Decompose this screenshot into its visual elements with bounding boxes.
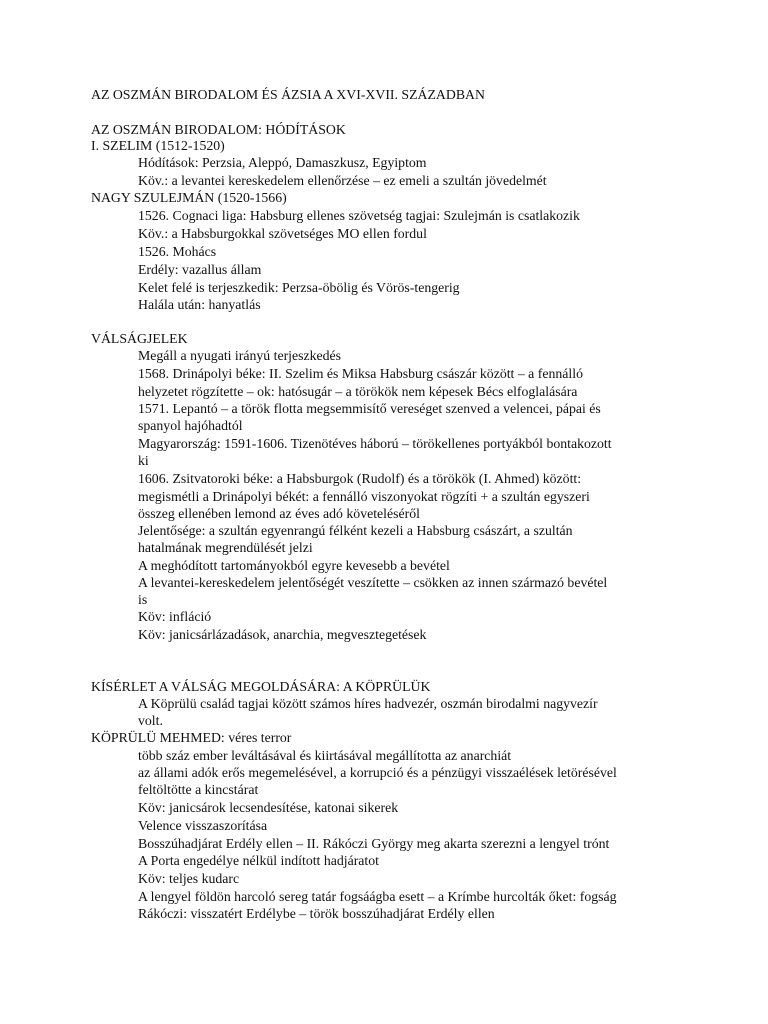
text-line: Megáll a nyugati irányú terjeszkedés: [138, 348, 342, 363]
document-title: AZ OSZMÁN BIRODALOM ÉS ÁZSIA A XVI-XVII. SZÁZADBAN: [91, 87, 485, 102]
text-line: 1568. Drinápolyi béke: II. Szelim és Miksa Habsburg császár között – a fennálló: [138, 366, 583, 381]
text-line: Köv: janicsárlázadások, anarchia, megvesztegetések: [138, 627, 427, 642]
text-line: 1606. Zsitvatoroki béke: a Habsburgok (Rudolf) és a törökök (I. Ahmed) között:: [138, 471, 582, 486]
subheading-koprulu-mehmed: KÖPRÜLÜ MEHMED: véres terror: [91, 730, 292, 745]
text-line: A lengyel földön harcoló sereg tatár fogsáágba esett – a Krímbe hurcolták őket: fogság: [138, 889, 617, 904]
text-line: A meghódított tartományokból egyre kevesebb a bevétel: [138, 558, 450, 573]
text-line: megismétli a Drinápolyi békét: a fennálló viszonyokat rögzíti + a szultán egyszeri: [138, 489, 590, 504]
text-line: Köv: janicsárok lecsendesítése, katonai sikerek: [138, 800, 399, 815]
text-line: is: [138, 592, 148, 607]
text-line: helyzetet rögzítette – ok: hatósugár – a törökök nem képesek Bécs elfoglalására: [138, 384, 578, 399]
text-line: Rákóczi: visszatért Erdélybe – török bosszúhadjárat Erdély ellen: [138, 906, 495, 921]
text-line: ki: [138, 453, 149, 468]
text-line: az állami adók erős megemelésével, a korrupció és a pénzügyi visszaélések letörésével: [138, 765, 617, 780]
text-line: A Köprülü család tagjai között számos híres hadvezér, oszmán birodalmi nagyvezír: [138, 696, 598, 711]
text-line: Köv: teljes kudarc: [138, 871, 240, 886]
section-heading: AZ OSZMÁN BIRODALOM: HÓDÍTÁSOK: [91, 122, 346, 137]
text-line: Halála után: hanyatlás: [138, 297, 261, 312]
text-line: Hódítások: Perzsia, Aleppó, Damaszkusz, Egyiptom: [138, 155, 427, 170]
text-line: feltöltötte a kincstárat: [138, 782, 259, 797]
text-line: több száz ember leváltásával és kiirtásával megállította az anarchiát: [138, 748, 512, 763]
text-line: összeg ellenében lemond az éves adó követeléséről: [138, 506, 420, 521]
text-line: Jelentősége: a szultán egyenrangú félként kezeli a Habsburg császárt, a szultán: [138, 523, 573, 538]
text-line: 1526. Cognaci liga: Habsburg ellenes szövetség tagjai: Szulejmán is csatlakozik: [138, 208, 580, 223]
section-heading: KÍSÉRLET A VÁLSÁG MEGOLDÁSÁRA: A KÖPRÜLÜK: [91, 679, 431, 694]
text-line: Bosszúhadjárat Erdély ellen – II. Rákóczi György meg akarta szerezni a lengyel trónt: [138, 836, 610, 851]
subheading-szulejman: NAGY SZULEJMÁN (1520-1566): [91, 190, 287, 205]
text-line: Kelet felé is terjeszkedik: Perzsa-öbölig és Vörös-tengerig: [138, 280, 460, 295]
section-heading: VÁLSÁGJELEK: [91, 331, 188, 346]
text-line: Köv.: a levantei kereskedelem ellenőrzése – ez emeli a szultán jövedelmét: [138, 173, 547, 188]
text-line: A Porta engedélye nélkül indított hadjáratot: [138, 853, 380, 868]
text-line: 1526. Mohács: [138, 244, 217, 259]
text-line: A levantei-kereskedelem jelentőségét veszítette – csökken az innen származó bevétel: [138, 575, 608, 590]
subheading-szelim: I. SZELIM (1512-1520): [91, 138, 225, 153]
text-line: volt.: [138, 713, 163, 728]
text-line: hatalmának megrendülését jelzi: [138, 540, 313, 555]
text-line: Köv: infláció: [138, 609, 212, 624]
text-line: 1571. Lepantó – a török flotta megsemmisítő vereséget szenved a velencei, pápai és: [138, 401, 601, 416]
text-line: Magyarország: 1591-1606. Tizenötéves háború – törökellenes portyákból bontakozott: [138, 436, 612, 451]
text-line: spanyol hajóhadtól: [138, 418, 243, 433]
text-line: Erdély: vazallus állam: [138, 262, 262, 277]
text-line: Köv.: a Habsburgokkal szövetséges MO ellen fordul: [138, 226, 427, 241]
text-line: Velence visszaszorítása: [138, 818, 268, 833]
